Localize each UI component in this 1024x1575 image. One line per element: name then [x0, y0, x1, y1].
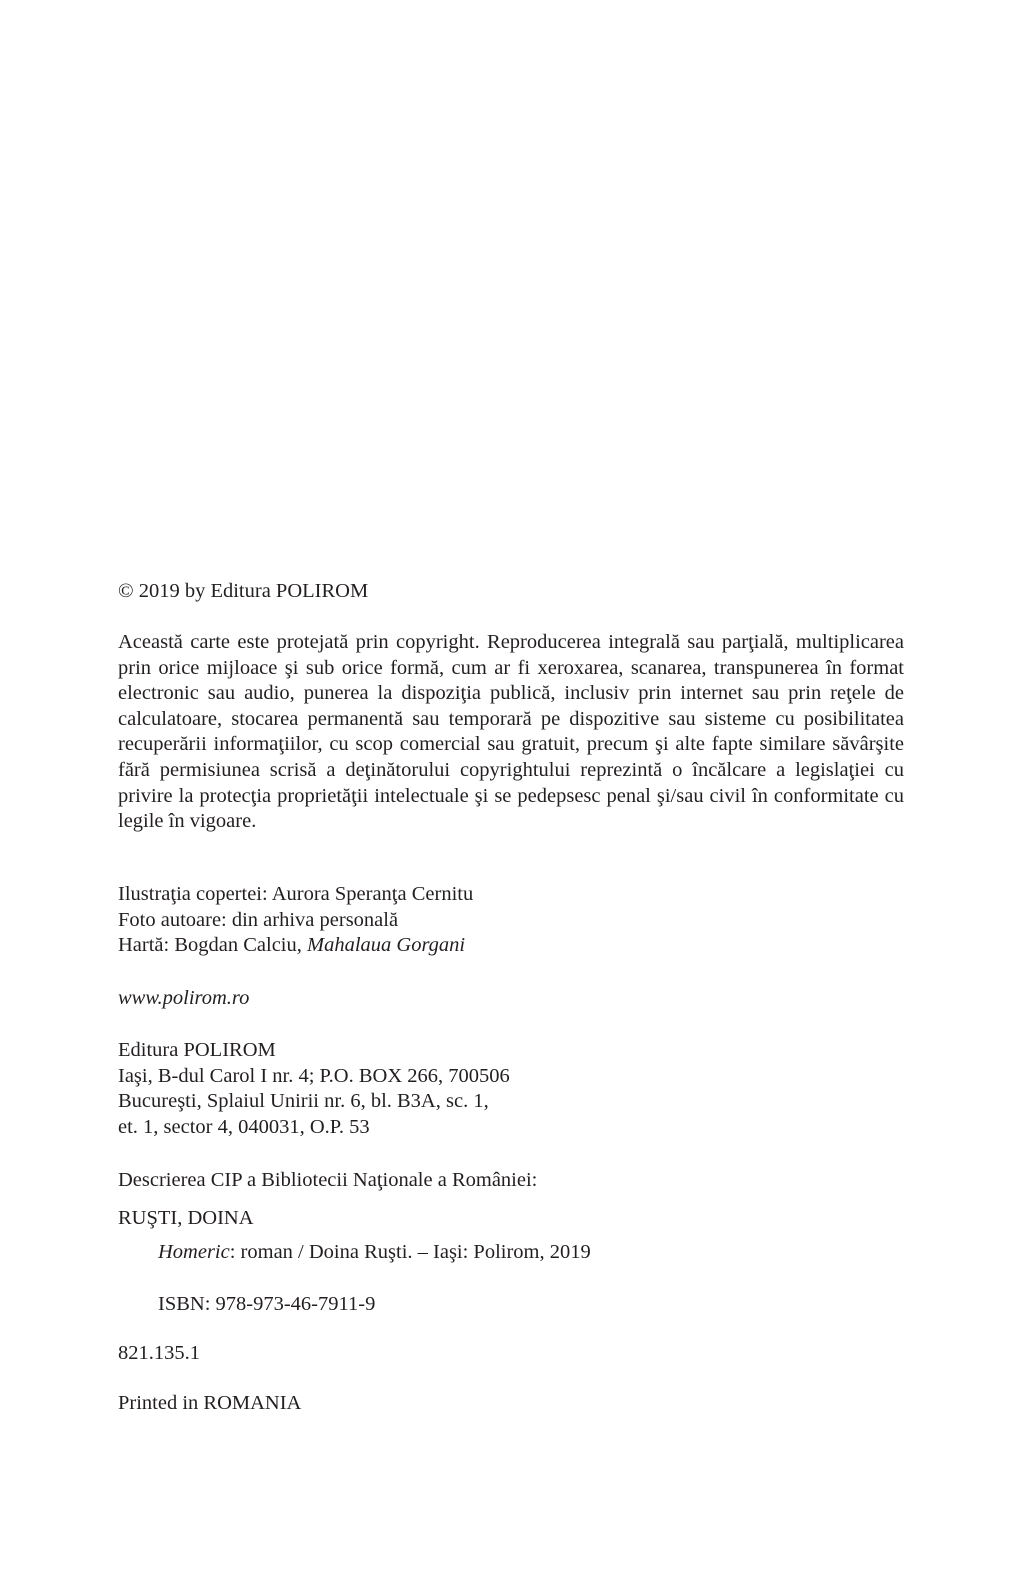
- publisher-bucuresti-1: Bucureşti, Splaiul Unirii nr. 6, bl. B3A, sc. 1,: [118, 1090, 489, 1113]
- cip-book-title: Homeric: [158, 1241, 230, 1263]
- cip-heading: [118, 1168, 904, 1194]
- copyright-notice: [118, 630, 904, 835]
- printed-in: [118, 1391, 904, 1417]
- cip-author: [118, 1206, 904, 1232]
- website-section: [118, 986, 904, 1012]
- cip-title-line: [118, 1240, 904, 1266]
- cip-udc: [118, 1341, 904, 1367]
- cip-isbn: [118, 1292, 904, 1318]
- cip-author-text: RUŞTI, DOINA: [118, 1207, 254, 1229]
- copyright-line: [118, 579, 904, 605]
- cip-title-details: [118, 1240, 904, 1266]
- udc-text: 821.135.1: [118, 1342, 200, 1364]
- publisher-address: [118, 1038, 904, 1140]
- map-credit: [118, 933, 904, 959]
- photo-credit: Foto autoare: din arhiva personală: [118, 908, 399, 931]
- copyright-text: © 2019 by Editura POLIROM: [118, 580, 369, 602]
- cip-book-details: : roman / Doina Ruşti. – Iaşi: Polirom, 2019: [229, 1241, 591, 1263]
- publisher-bucuresti-2: et. 1, sector 4, 040031, O.P. 53: [118, 1115, 370, 1138]
- map-credit-label: Hartă: Bogdan Calciu,: [118, 934, 308, 957]
- credits-section: [118, 882, 904, 959]
- website-link[interactable]: www.polirom.ro: [118, 987, 250, 1009]
- cip-heading-text: Descrierea CIP a Bibliotecii Naţionale a României:: [118, 1169, 538, 1191]
- publisher-iasi: Iaşi, B-dul Carol I nr. 4; P.O. BOX 266, 700506: [118, 1064, 510, 1087]
- map-credit-title: Mahalaua Gorgani: [307, 934, 466, 957]
- isbn-text: ISBN: 978-973-46-7911-9: [158, 1293, 376, 1315]
- cover-credit: Ilustraţia copertei: Aurora Speranţa Cernitu: [118, 883, 474, 905]
- printed-text: Printed in ROMANIA: [118, 1392, 302, 1414]
- publisher-name: Editura POLIROM: [118, 1039, 276, 1061]
- notice-text: Această carte este protejată prin copyright. Reproducerea integrală sau parţială, multiplicarea prin orice mijloace şi sub orice formă, cum ar fi xeroxarea, scanarea, transpunerea în format electronic sau audio, punerea la dispoziţia publică, inclusiv prin internet sau prin reţele de calculatoare, stocarea permanentă sau temporară pe dispozitive sau sisteme cu posibilitatea recuperării informaţiilor, cu scop comercial sau gratuit, precum şi alte fapte similare săvârşite fără permisiunea scrisă a deţinătorului copyrightului reprezintă o încălcare a legislaţiei cu privire la protecţia proprietăţii intelectuale şi se pedepsesc penal şi/sau civil în conformitate cu legile în vigoare.: [118, 631, 904, 833]
